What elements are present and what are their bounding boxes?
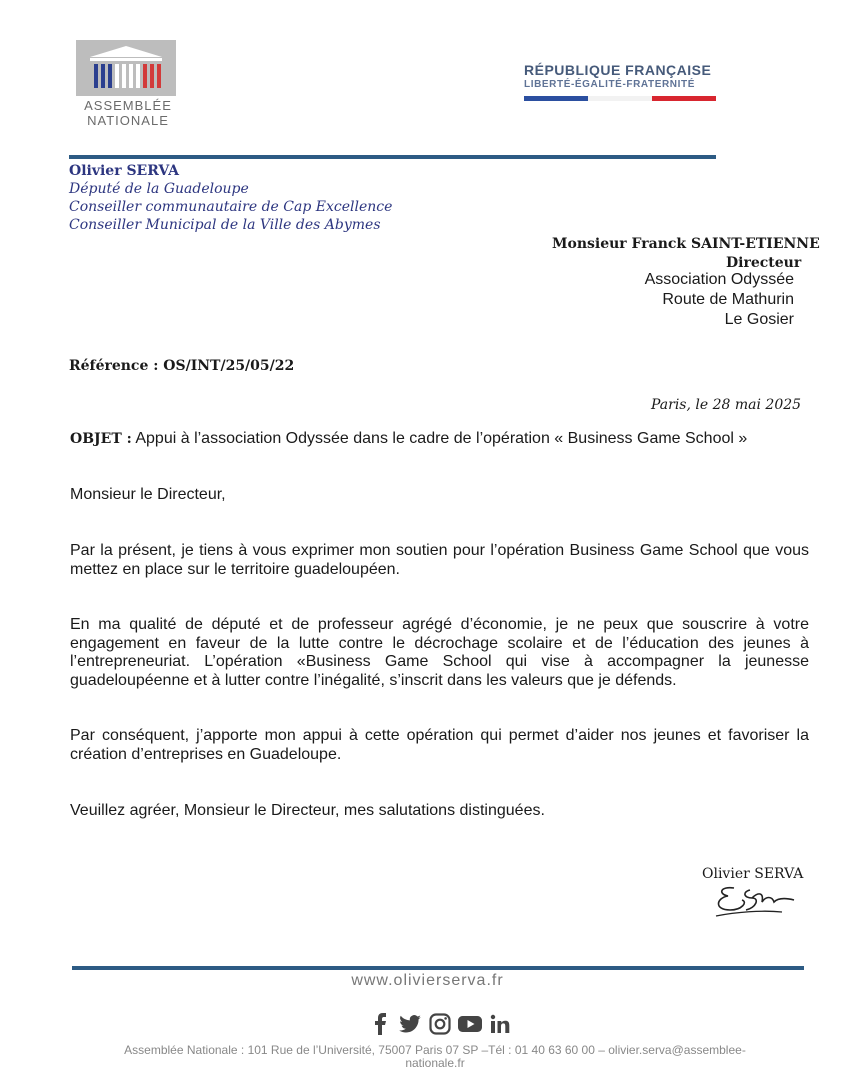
youtube-icon[interactable] (458, 1012, 482, 1036)
assemblee-nationale-logo (76, 40, 176, 132)
footer-address: Assemblée Nationale : 101 Rue de l’Université, 75007 Paris 07 SP –Tél : 01 40 63 60 00 – olivier.serva@assemblee-nationale.fr (124, 1043, 746, 1070)
assemblee-emblem-icon (76, 40, 176, 96)
sender-line: Conseiller communautaire de Cap Excellence (69, 199, 393, 215)
signature-icon (712, 880, 802, 922)
assemblee-line2: NATIONALE (87, 113, 169, 128)
tricolor-flag (524, 96, 716, 101)
twitter-icon[interactable] (398, 1012, 422, 1036)
rf-motto: LIBERTÉ-ÉGALITÉ-FRATERNITÉ (524, 79, 695, 90)
signature-name: Olivier SERVA (702, 866, 804, 882)
subject-line (70, 430, 747, 448)
recipient-name: Monsieur Franck SAINT-ETIENNE (552, 236, 820, 252)
republique-francaise-logo (524, 62, 718, 101)
instagram-icon[interactable] (428, 1012, 452, 1036)
footer-rule (72, 966, 804, 970)
social-icons (368, 1012, 512, 1036)
facebook-icon[interactable] (368, 1012, 392, 1036)
greeting: Monsieur le Directeur, (70, 486, 226, 503)
website-link[interactable]: www.olivierserva.fr (351, 972, 504, 989)
letter-date: Paris, le 28 mai 2025 (651, 397, 802, 413)
recipient-address-line: Route de Mathurin (662, 291, 794, 308)
paragraph-2: En ma qualité de député et de professeur agrégé d’économie, je ne peux que souscrire à votre engagement en faveur de la lutte contre le décrochage scolaire et de l’éducation des jeunes à l’entrepreneuriat. L’opération «Business Game School qui vise à accompagner la jeunesse guadeloupéenne et à lutter contre l’inégalité, s’inscrit dans les valeurs que je défends. (70, 616, 809, 689)
sender-line: Conseiller Municipal de la Ville des Abymes (69, 217, 381, 233)
recipient-title: Directeur (726, 255, 802, 271)
sender-line: Député de la Guadeloupe (69, 181, 249, 197)
reference: Référence : OS/INT/25/05/22 (69, 358, 295, 374)
recipient-address-line: Le Gosier (724, 311, 794, 328)
assemblee-line1: ASSEMBLÉE (84, 98, 172, 113)
sender-block (69, 162, 392, 234)
paragraph-1: Par la présent, je tiens à vous exprimer mon soutien pour l’opération Business Game School que vous mettez en place sur le territoire guadeloupéen. (70, 542, 809, 578)
paragraph-3: Par conséquent, j’apporte mon appui à cette opération qui permet d’aider nos jeunes et favoriser la création d’entreprises en Guadeloupe. (70, 727, 809, 763)
subject-label: OBJET : (70, 431, 132, 447)
closing: Veuillez agréer, Monsieur le Directeur, mes salutations distinguées. (70, 802, 545, 819)
rf-title: RÉPUBLIQUE FRANÇAISE (524, 62, 712, 78)
subject-text: Appui à l’association Odyssée dans le cadre de l’opération « Business Game School » (135, 430, 748, 447)
sender-name: Olivier SERVA (69, 163, 179, 179)
linkedin-icon[interactable] (488, 1012, 512, 1036)
header-rule (69, 155, 716, 159)
recipient-address-line: Association Odyssée (644, 271, 794, 288)
